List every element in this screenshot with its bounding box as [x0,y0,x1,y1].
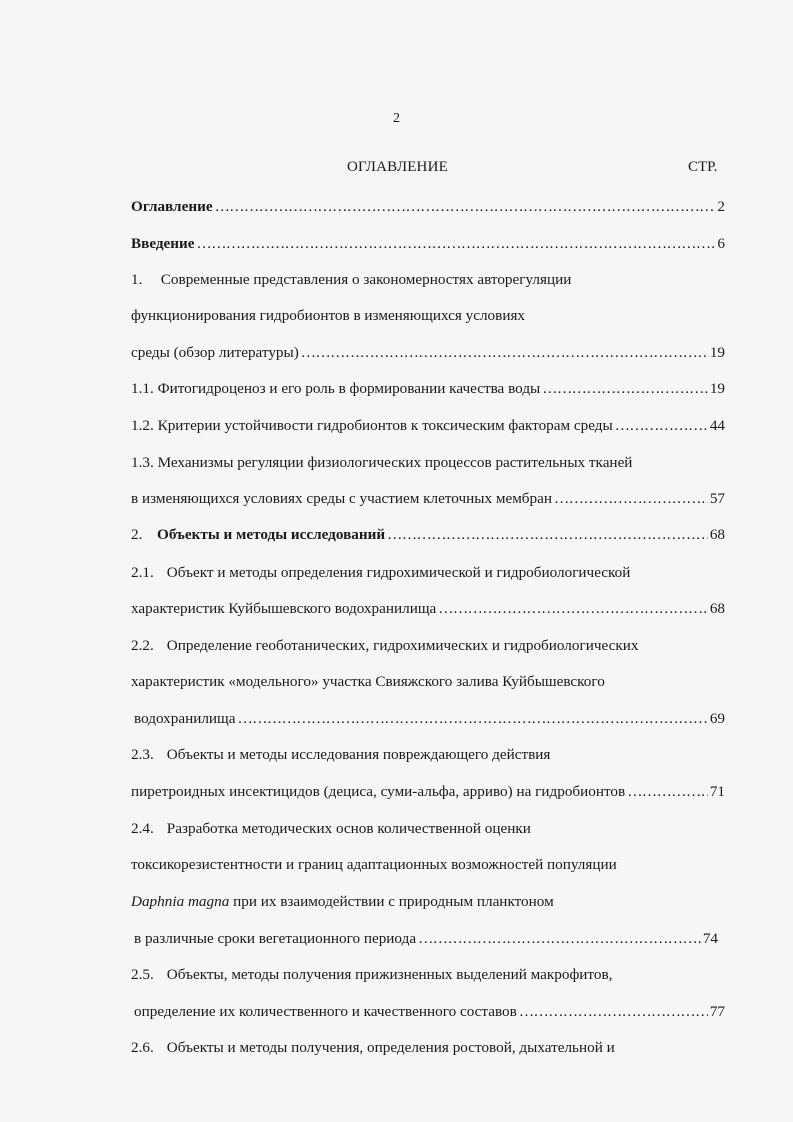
toc-entry-text: определение их количественного и качественного составов [134,1003,517,1020]
toc-entry-page: 2 [717,198,725,215]
toc-entry-number: 2. [131,526,143,543]
toc-leader-dots [554,489,708,509]
toc-leader-dots [438,599,708,619]
toc-entry-page: 69 [709,710,725,727]
toc-entry-number: 2.2. [131,637,154,654]
toc-entry-number: 2.4. [131,820,154,837]
toc-title: ОГЛАВЛЕНИЕ [347,159,448,175]
toc-entry-text: водохранилища [134,710,236,727]
toc-entry-label: Оглавление [131,198,213,215]
toc-entry-2-2-line2: характеристик «модельного» участка Свияжского залива Куйбышевского [131,673,605,690]
toc-entry-page: 44 [709,417,725,434]
toc-entry-2-1-line1 [131,563,630,583]
toc-entry-2-2-line3 [134,709,725,729]
toc-entry-1-2 [131,416,725,436]
toc-entry-page: 74 [702,930,718,947]
toc-leader-dots [542,379,708,399]
toc-entry-text: в различные сроки вегетационного периода [134,930,417,947]
toc-leader-dots [301,343,708,363]
toc-entry-page: 19 [709,380,725,397]
toc-entry-2-4-line2: токсикорезистентности и границ адаптационных возможностей популяции [131,856,617,873]
toc-entry-page: 57 [709,490,725,507]
toc-entry-2-2-line1 [131,636,638,656]
toc-entry-number: 2.3. [131,746,154,763]
toc-entry-text: Определение геоботанических, гидрохимических и гидробиологических [166,637,639,654]
toc-entry-2-4-line1 [131,819,531,839]
toc-entry-1-line1 [131,270,571,290]
toc-entry-label: 1.2. Критерии устойчивости гидробионтов к токсическим факторам среды [131,417,613,434]
toc-leader-dots [418,929,701,949]
toc-entry-page: 71 [709,783,725,800]
toc-entry-1-line2: функционирования гидробионтов в изменяющихся условиях [131,307,526,324]
toc-entry-2-3-line2 [131,782,725,802]
toc-entry-text: Современные представления о закономерностях авторегуляции [160,271,572,288]
page-number: 2 [393,111,400,126]
toc-entry-1-1 [131,379,725,399]
toc-leader-dots [627,782,708,802]
toc-entry-number: 2.6. [131,1039,154,1056]
toc-entry-page: 77 [709,1003,725,1020]
toc-entry-oglavlenie [131,197,725,217]
toc-entry-1-3-line1: 1.3. Механизмы регуляции физиологических процессов растительных тканей [131,454,633,471]
toc-leader-dots [615,416,708,436]
toc-entry-label: Объекты и методы исследований [157,526,386,543]
toc-entry-number: 2.5. [131,966,154,983]
species-name: Daphnia magna [131,893,230,910]
toc-leader-dots [519,1002,708,1022]
toc-entry-heading [131,525,385,545]
toc-entry-text: Объекты, методы получения прижизненных выделений макрофитов, [166,966,613,983]
toc-entry-page: 6 [717,235,725,252]
toc-entry-2-5-line2 [134,1002,725,1022]
toc-leader-dots [387,525,708,545]
toc-leader-dots [215,197,716,217]
toc-entry-text: характеристик Куйбышевского водохранилища [131,600,437,617]
toc-entry-1-3-line2 [131,489,725,509]
toc-entry-2 [131,525,725,545]
toc-entry-2-4-line4 [134,929,718,949]
toc-entry-2-3-line1 [131,745,550,765]
toc-entry-number: 2.1. [131,564,154,581]
toc-entry-2-6-line1 [131,1038,615,1058]
toc-leader-dots [197,234,716,254]
toc-entry-page: 19 [709,344,725,361]
toc-entry-text: при их взаимодействии с природным планктоном [229,893,554,910]
toc-entry-2-1-line2 [131,599,725,619]
toc-entry-page: 68 [709,600,725,617]
toc-entry-text: Объекты и методы получения, определения ростовой, дыхательной и [166,1039,615,1056]
toc-entry-page: 68 [709,526,725,543]
toc-entry-label: 1.1. Фитогидроценоз и его роль в формировании качества воды [131,380,541,397]
toc-entry-number: 1. [131,271,143,288]
toc-entry-vvedenie [131,234,725,254]
toc-entry-text: Объект и методы определения гидрохимической и гидробиологической [166,564,631,581]
toc-page-column-label: СТР. [688,159,718,175]
toc-entry-2-5-line1 [131,965,612,985]
toc-leader-dots [238,709,708,729]
toc-entry-text: Разработка методических основ количественной оценки [166,820,531,837]
toc-entry-1-line3 [131,343,725,363]
toc-entry-label: Введение [131,235,195,252]
toc-entry-2-4-line3 [131,892,554,912]
toc-entry-text: среды (обзор литературы) [131,344,299,361]
toc-entry-text: в изменяющихся условиях среды с участием клеточных мембран [131,490,552,507]
toc-entry-text: пиретроидных инсектицидов (дециса, суми-альфа, арриво) на гидробионтов [131,783,626,800]
toc-entry-text: Объекты и методы исследования повреждающего действия [166,746,551,763]
